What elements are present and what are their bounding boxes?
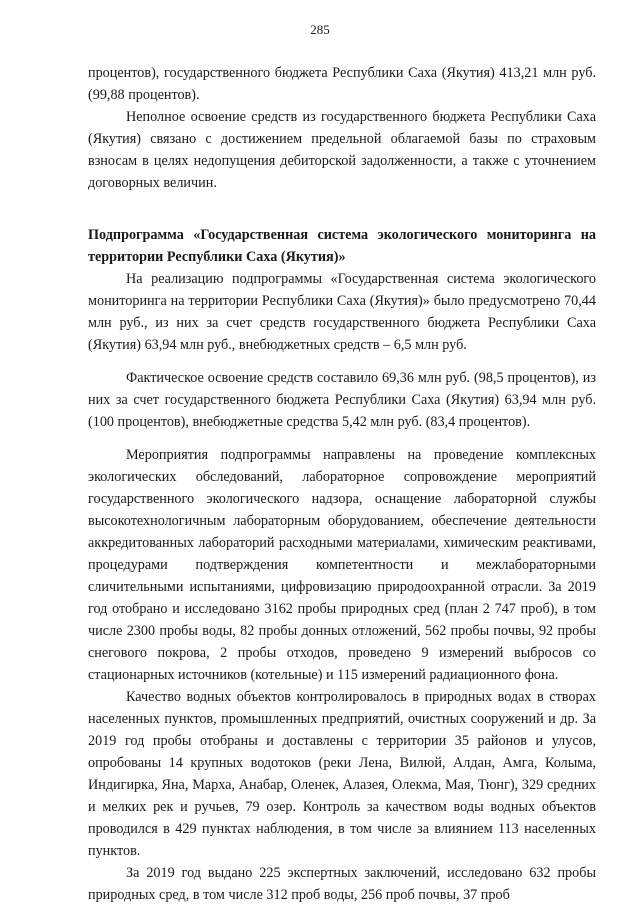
paragraph: Фактическое освоение средств составило 69,36 млн руб. (98,5 процентов), из них за счет государственного бюджета Республики Саха (Якутия) 63,94 млн руб. (100 процентов), внебюджетные средства 5,42 млн руб. (83,4 процентов). bbox=[88, 370, 596, 430]
page-number: 285 bbox=[310, 22, 330, 37]
paragraph: Неполное освоение средств из государственного бюджета Республики Саха (Якутия) связано с достижением предельной облагаемой базы по страховым взносам в целях недопущения дебиторской задолженности, а также с уточнением договорных величин. bbox=[88, 109, 596, 191]
paragraph: Мероприятия подпрограммы направлены на проведение комплексных экологических обследований, лабораторное сопровождение мероприятий государственного экологического надзора, оснащение лабораторной службы высокотехнологичным лабораторным оборудованием, обеспечение деятельности аккредитованных лабораторий расходными материалами, химическим реактивами, процедурами подтверждения компетентности и межлабораторными сличительными испытаниями, цифровизацию природоохранной отрасли. За 2019 год отобрано и исследовано 3162 пробы природных сред (план 2 747 проб), в том числе 2300 пробы воды, 82 пробы донных отложений, 562 пробы почвы, 92 пробы снегового покрова, 2 пробы отходов, проведено 9 измерений выбросов со стационарных источников (котельные) и 115 измерений радиационного фона. bbox=[88, 447, 596, 683]
document-body bbox=[88, 62, 596, 906]
paragraph: На реализацию подпрограммы «Государственная система экологического мониторинга на территории Республики Саха (Якутия)» было предусмотрено 70,44 млн руб., из них за счет средств государственного бюджета Республики Саха (Якутия) 63,94 млн руб., внебюджетных средств – 6,5 млн руб. bbox=[88, 271, 596, 353]
section-heading: Подпрограмма «Государственная система экологического мониторинга на территории Республики Саха (Якутия)» bbox=[88, 227, 596, 265]
paragraph-continued: процентов), государственного бюджета Республики Саха (Якутия) 413,21 млн руб. (99,88 процентов). bbox=[88, 65, 596, 103]
paragraph: За 2019 год выдано 225 экспертных заключений, исследовано 632 пробы природных сред, в том числе 312 проб воды, 256 проб почвы, 37 проб bbox=[88, 865, 596, 903]
paragraph: Качество водных объектов контролировалось в природных водах в створах населенных пунктов, промышленных предприятий, очистных сооружений и др. За 2019 год пробы отобраны и доставлены с территории 35 районов и улусов, опробованы 14 крупных водотоков (реки Лена, Вилюй, Алдан, Амга, Колыма, Индигирка, Яна, Марха, Анабар, Оленек, Алазея, Олекма, Мая, Тюнг), 329 средних и мелких рек и ручьев, 79 озер. Контроль за качеством воды водных объектов проводился в 429 пунктах наблюдения, в том числе за влиянием 113 населенных пунктов. bbox=[88, 689, 596, 859]
